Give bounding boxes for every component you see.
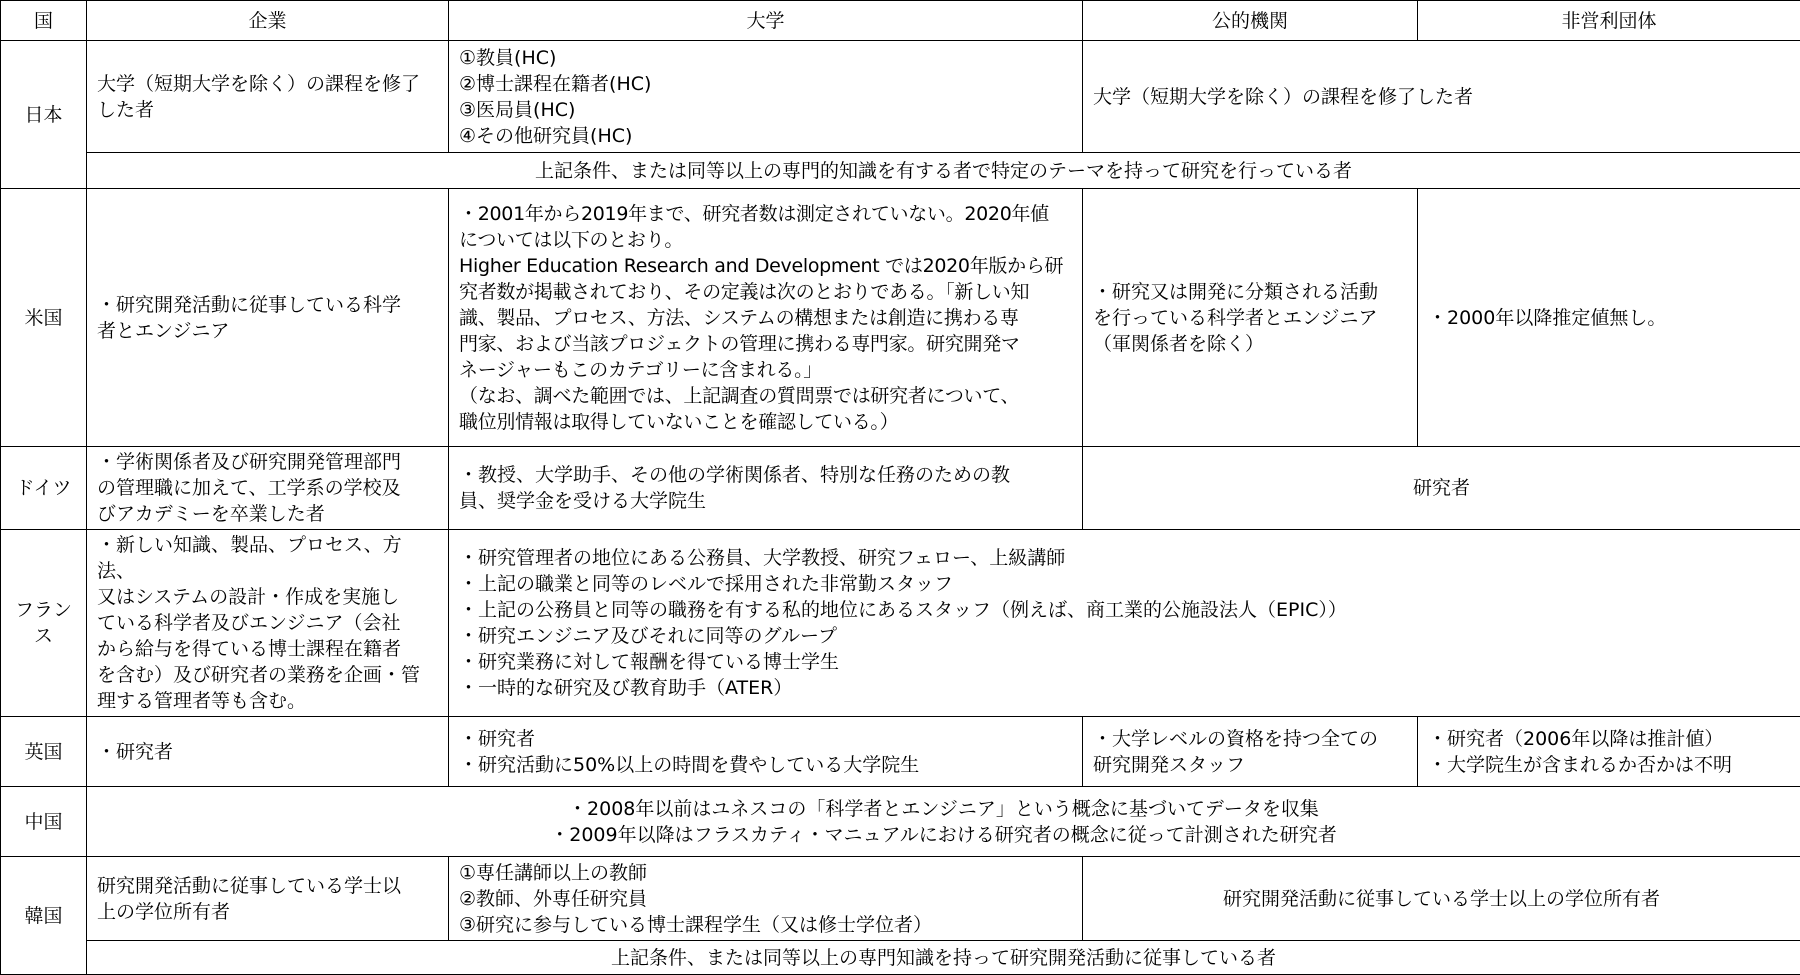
japan-note: 上記条件、または同等以上の専門的知識を有する者で特定のテーマを持って研究を行っている者 — [87, 153, 1800, 189]
country-uk: 英国 — [1, 717, 87, 787]
germany-university — [449, 447, 1083, 530]
usa-university-line: 職位別情報は取得していないことを確認している。） — [459, 409, 1072, 435]
japan-note-row — [1, 153, 1800, 189]
uk-university-line: ・研究者 — [459, 726, 1072, 752]
germany-enterprise — [87, 447, 449, 530]
japan-university-line: ①教員(HC) — [459, 45, 1072, 71]
uk-university-line: ・研究活動に50%以上の時間を費やしている大学院生 — [459, 752, 1072, 778]
japan-enterprise-line: した者 — [97, 97, 438, 123]
header-nonprofit: 非営利団体 — [1418, 1, 1800, 41]
usa-university-line: 門家、および当該プロジェクトの管理に携わる専門家。研究開発マ — [459, 331, 1072, 357]
japan-enterprise-line: 大学（短期大学を除く）の課程を修了 — [97, 71, 438, 97]
france-others-line: ・研究エンジニア及びそれに同等のグループ — [459, 623, 1790, 649]
germany-university-line: ・教授、大学助手、その他の学術関係者、特別な任務のための教 — [459, 462, 1072, 488]
korea-university — [449, 857, 1083, 941]
korea-row — [1, 857, 1800, 941]
china-row — [1, 787, 1800, 857]
korea-enterprise-line: 研究開発活動に従事している学士以 — [97, 873, 438, 899]
korea-enterprise-line: 上の学位所有者 — [97, 899, 438, 925]
korea-university-line: ②教師、外専任研究員 — [459, 886, 1072, 912]
france-enterprise-line: 理する管理者等も含む。 — [97, 688, 438, 714]
france-others-line: ・一時的な研究及び教育助手（ATER） — [459, 675, 1790, 701]
uk-nonprofit-line: ・研究者（2006年以降は推計値） — [1428, 726, 1790, 752]
country-france: フランス — [1, 530, 87, 717]
usa-enterprise-line: 者とエンジニア — [97, 318, 438, 344]
france-others-line: ・研究業務に対して報酬を得ている博士学生 — [459, 649, 1790, 675]
uk-university — [449, 717, 1083, 787]
france-row — [1, 530, 1800, 717]
france-others-line: ・上記の職業と同等のレベルで採用された非常勤スタッフ — [459, 571, 1790, 597]
header-university: 大学 — [449, 1, 1083, 41]
country-korea: 韓国 — [1, 857, 87, 975]
usa-university-line: 識、製品、プロセス、方法、システムの構想または創造に携わる専 — [459, 305, 1072, 331]
uk-row — [1, 717, 1800, 787]
usa-public — [1083, 189, 1418, 447]
country-china: 中国 — [1, 787, 87, 857]
germany-university-line: 員、奨学金を受ける大学院生 — [459, 488, 1072, 514]
country-germany: ドイツ — [1, 447, 87, 530]
usa-university-line: については以下のとおり。 — [459, 227, 1072, 253]
uk-nonprofit-line: ・大学院生が含まれるか否かは不明 — [1428, 752, 1790, 778]
japan-university-line: ③医局員(HC) — [459, 97, 1072, 123]
china-all-line: ・2009年以降はフラスカティ・マニュアルにおける研究者の概念に従って計測された研究者 — [97, 822, 1790, 848]
germany-enterprise-line: の管理職に加えて、工学系の学校及 — [97, 475, 438, 501]
france-others-line: ・上記の公務員と同等の職務を有する私的地位にあるスタッフ（例えば、商工業的公施設法人（EPIC）） — [459, 597, 1790, 623]
japan-public-nonprofit — [1083, 41, 1800, 153]
uk-public-line: 研究開発スタッフ — [1093, 752, 1407, 778]
france-enterprise-line: から給与を得ている博士課程在籍者 — [97, 636, 438, 662]
uk-nonprofit — [1418, 717, 1800, 787]
country-usa: 米国 — [1, 189, 87, 447]
usa-nonprofit — [1418, 189, 1800, 447]
usa-enterprise — [87, 189, 449, 447]
japan-enterprise — [87, 41, 449, 153]
korea-public-nonprofit: 研究開発活動に従事している学士以上の学位所有者 — [1083, 857, 1800, 941]
uk-public — [1083, 717, 1418, 787]
usa-public-line: （軍関係者を除く） — [1093, 331, 1407, 357]
japan-university — [449, 41, 1083, 153]
france-others-line: ・研究管理者の地位にある公務員、大学教授、研究フェロー、上級講師 — [459, 545, 1790, 571]
usa-row — [1, 189, 1800, 447]
usa-university-line: ネージャーもこのカテゴリーに含まれる。」 — [459, 357, 1072, 383]
usa-university — [449, 189, 1083, 447]
japan-university-line: ④その他研究員(HC) — [459, 123, 1072, 149]
usa-nonprofit-line: ・2000年以降推定値無し。 — [1428, 305, 1790, 331]
usa-public-line: ・研究又は開発に分類される活動 — [1093, 279, 1407, 305]
country-japan: 日本 — [1, 41, 87, 189]
japan-row — [1, 41, 1800, 153]
header-row — [1, 1, 1800, 41]
germany-public-nonprofit: 研究者 — [1083, 447, 1800, 530]
usa-enterprise-line: ・研究開発活動に従事している科学 — [97, 292, 438, 318]
france-enterprise-line: ている科学者及びエンジニア（会社 — [97, 610, 438, 636]
germany-enterprise-line: びアカデミーを卒業した者 — [97, 501, 438, 527]
usa-university-line: Higher Education Research and Development では2020年版から研 — [459, 253, 1072, 279]
header-public: 公的機関 — [1083, 1, 1418, 41]
usa-university-line: 究者数が掲載されており、その定義は次のとおりである。「新しい知 — [459, 279, 1072, 305]
france-enterprise-line: 又はシステムの設計・作成を実施し — [97, 584, 438, 610]
korea-enterprise — [87, 857, 449, 941]
uk-enterprise-line: ・研究者 — [97, 739, 438, 765]
uk-public-line: ・大学レベルの資格を持つ全ての — [1093, 726, 1407, 752]
korea-university-line: ①専任講師以上の教師 — [459, 860, 1072, 886]
germany-row — [1, 447, 1800, 530]
france-others — [449, 530, 1800, 717]
korea-university-line: ③研究に参与している博士課程学生（又は修士学位者） — [459, 912, 1072, 938]
header-country: 国 — [1, 1, 87, 41]
usa-university-line: ・2001年から2019年まで、研究者数は測定されていない。2020年値 — [459, 201, 1072, 227]
china-all-line: ・2008年以前はユネスコの「科学者とエンジニア」という概念に基づいてデータを収集 — [97, 796, 1790, 822]
korea-note-row — [1, 941, 1800, 975]
france-enterprise-line: を含む）及び研究者の業務を企画・管 — [97, 662, 438, 688]
japan-university-line: ②博士課程在籍者(HC) — [459, 71, 1072, 97]
france-enterprise-line: ・新しい知識、製品、プロセス、方法、 — [97, 532, 438, 584]
uk-enterprise — [87, 717, 449, 787]
usa-university-line: （なお、調べた範囲では、上記調査の質問票では研究者について、 — [459, 383, 1072, 409]
header-enterprise: 企業 — [87, 1, 449, 41]
china-all — [87, 787, 1800, 857]
germany-enterprise-line: ・学術関係者及び研究開発管理部門 — [97, 449, 438, 475]
usa-public-line: を行っている科学者とエンジニア — [1093, 305, 1407, 331]
france-enterprise — [87, 530, 449, 717]
japan-public-nonprofit-line: 大学（短期大学を除く）の課程を修了した者 — [1093, 84, 1790, 110]
korea-note: 上記条件、または同等以上の専門知識を持って研究開発活動に従事している者 — [87, 941, 1800, 975]
